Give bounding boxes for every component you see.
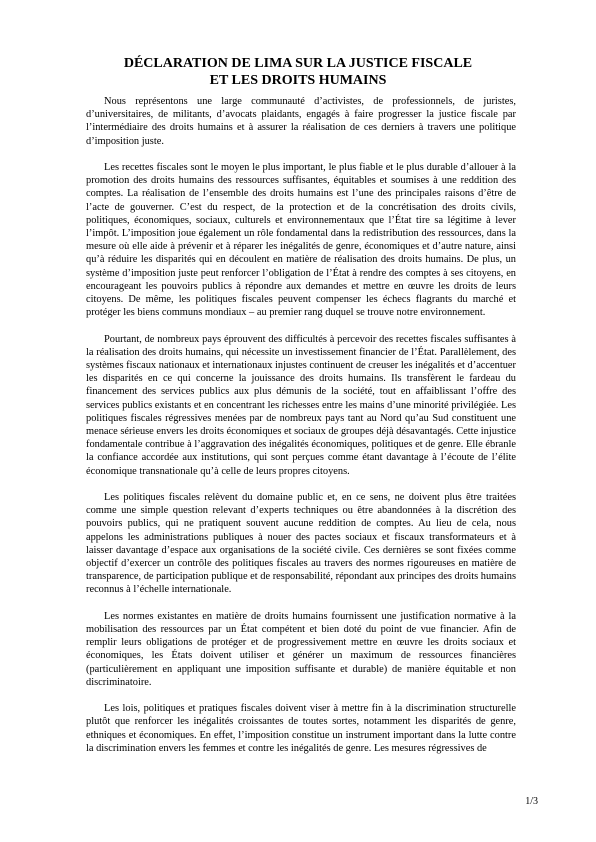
title-line-2: ET LES DROITS HUMAINS — [209, 73, 387, 88]
document-body — [86, 95, 516, 768]
paragraph-6: Les lois, politiques et pratiques fiscales doivent viser à mettre fin à la discrimination structurelle plutôt que renforcer les inégalités croissantes de toutes sortes, notamment les disparités de genre, ethniques et économiques. En effet, l’imposition constitue un instrument important dans la lutte contre la discrimination envers les femmes et contre les inégalités de genre. Les mesures régressives de — [86, 703, 516, 754]
paragraph-5: Les normes existantes en matière de droits humains fournissent une justification normative à la mobilisation des ressources par un État compétent et bien doté du point de vue financier. Afin de remplir leurs obligations de protéger et de progressivement mettre en œuvre les droits sociaux et économiques, les États doivent utiliser et générer un maximum de ressources financières (particulièrement en appliquant une imposition suffisante et durable) de manière équitable et non discriminatoire. — [86, 610, 516, 688]
paragraph-1: Nous représentons une large communauté d’activistes, de professionnels, de juristes, d’universitaires, de militants, d’avocats plaidants, engagés à faire progresser la justice fiscale par l’intermédiaire des droits humains et à assurer la réalisation de ces derniers à travers une politique d’imposition juste. — [86, 96, 516, 147]
document-title — [0, 55, 596, 89]
paragraph-4: Les politiques fiscales relèvent du domaine public et, en ce sens, ne doivent plus être traitées comme une simple question relevant d’experts techniques ou être abandonnées à la discrétion des pouvoirs publics, qui ne pratiquent souvent aucune reddition de comptes. Au lieu de cela, nous appelons les administrations publiques à nouer des pactes sociaux et fiscaux transformateurs et à laisser davantage d’espace aux organisations de la société civile. Ces dernières se sont fixées comme objectif d’exercer un contrôle des politiques fiscales au travers des normes rigoureuses en matière de transparence, de participation publique et de responsabilité, répondant aux principes des droits humains reconnus à l’échelle internationale. — [86, 492, 516, 596]
title-line-1: DÉCLARATION DE LIMA SUR LA JUSTICE FISCALE — [123, 56, 473, 71]
paragraph-3: Pourtant, de nombreux pays éprouvent des difficultés à percevoir des recettes fiscales suffisantes à la réalisation des droits humains, qui nécessite un investissement financier de l’État. Parallèlement, des systèmes fiscaux nationaux et internationaux injustes continuent de creuser les inégalités et d’accentuer les disparités en ce qui concerne la jouissance des droits humains. Ils transfèrent le fardeau du financement des services publics aux plus démunis de la société, tout en affaiblissant l’offre des services publics existants et en concentrant les richesses entre les mains d’une minorité privilégiée. Les politiques fiscales régressives menées par de nombreux pays tant au Nord qu’au Sud constituent une menace sérieuse envers les droits économiques et sociaux de groupes déjà désavantagés. Cette injustice fondamentale contribue à l’aggravation des inégalités économiques, politiques et de genre. Elle ébranle la confiance accordée aux institutions, qui sont perçues comme étant davantage à l’écoute de l’élite économique transnationale qu’à celle de leurs propres citoyens. — [86, 333, 516, 477]
page-number: 1/3 — [525, 796, 538, 807]
paragraph-2: Les recettes fiscales sont le moyen le plus important, le plus fiable et le plus durable d’allouer à la promotion des droits humains des ressources suffisantes, équitables et soumises à une reddition des comptes. La réalisation de l’ensemble des droits humains est l’une des principales raisons d’être de l’acte de gouverner. C’est du respect, de la protection et de la concrétisation des droits civils, politiques, économiques, sociaux, culturels et environnementaux que l’État tire sa légitime à lever l’impôt. L’imposition joue également un rôle fondamental dans la redistribution des ressources, dans la mesure où elle aide à prévenir et à réparer les inégalités de genre, économiques et d’autre nature, ainsi qu’à réduire les disparités qui en découlent en matière de réalisation des droits humains. De plus, un système d’imposition juste peut renforcer l’obligation de l’État à rendre des comptes à ses citoyens, en encourageant les pouvoirs publics à répondre aux demandes et mettre en œuvre les droits de leurs citoyens. De même, les politiques fiscales peuvent compenser les échecs flagrants du marché et protéger les biens communs mondiaux – au premier rang duquel se trouve notre environnement. — [86, 162, 516, 319]
